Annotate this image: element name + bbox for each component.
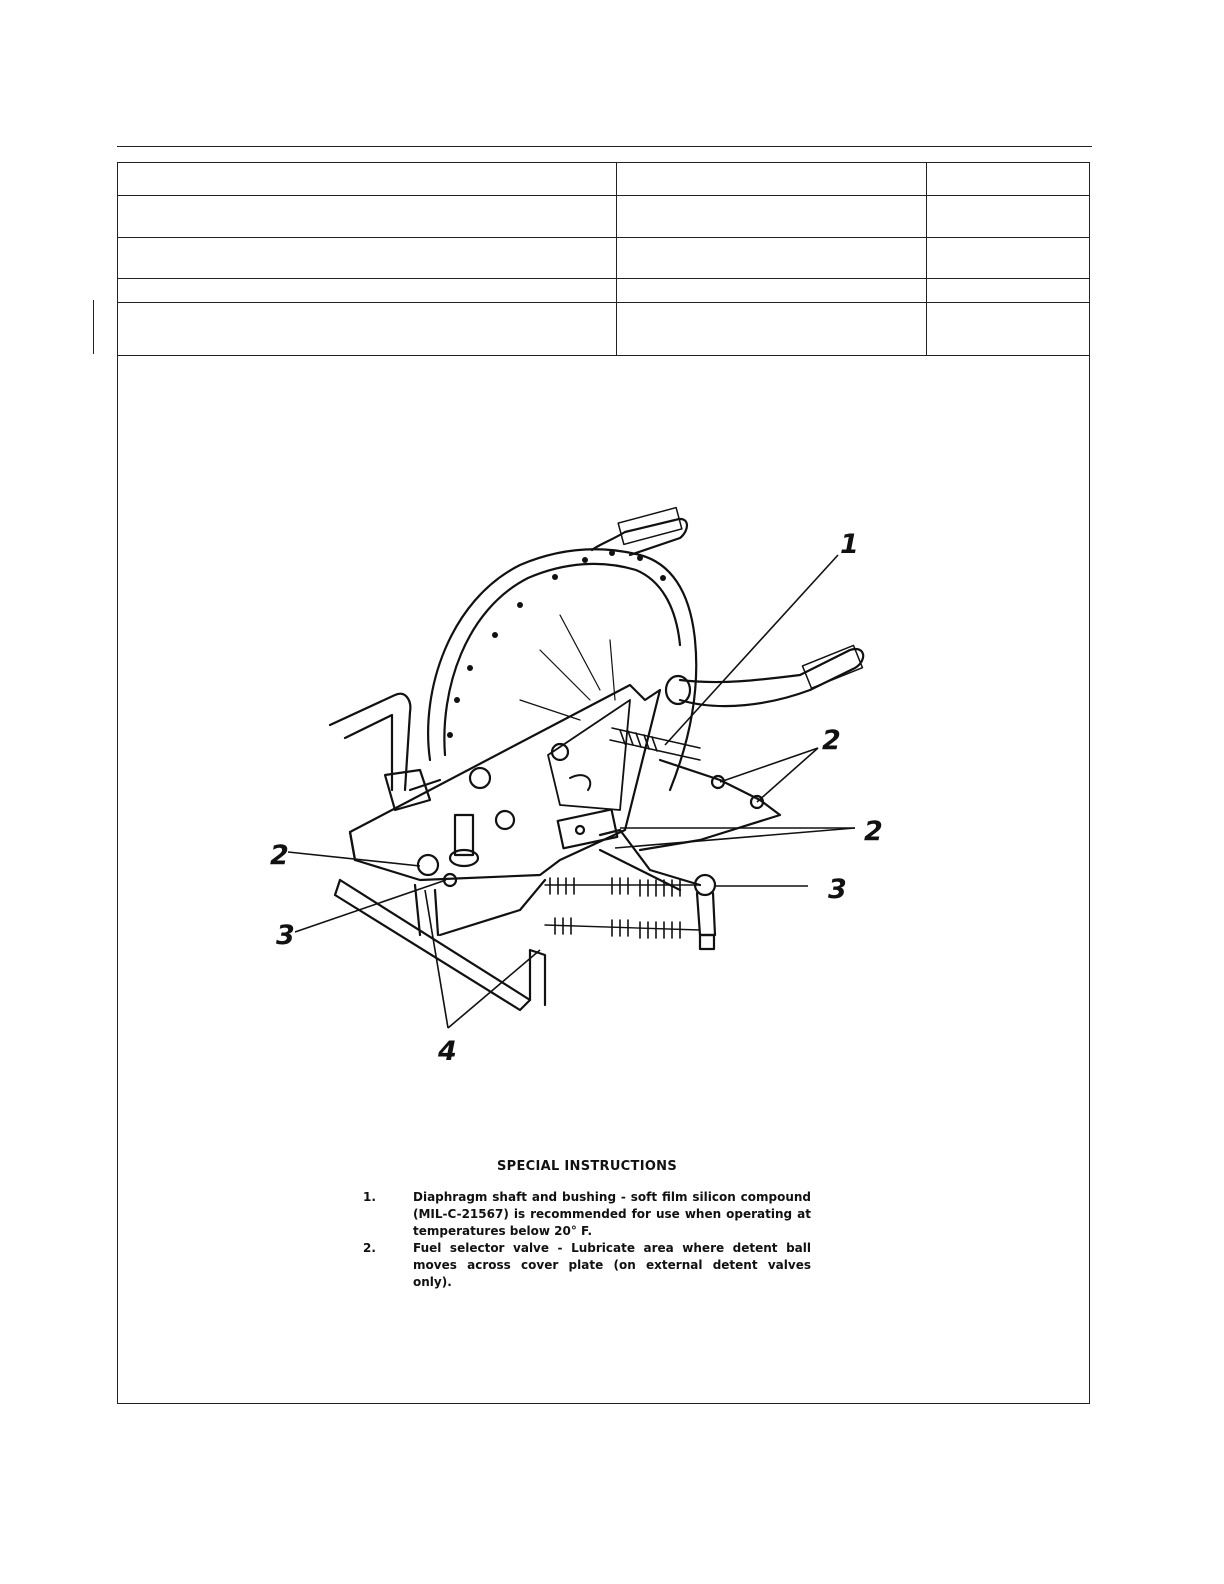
list-item	[363, 1189, 811, 1240]
table-cell	[926, 302, 1089, 355]
callout-3: 3	[828, 874, 847, 905]
item-text: Diaphragm shaft and bushing - soft film silicon compound (MIL-C-21567) is recommended for use when operating at temperatures below 20° F.	[413, 1190, 811, 1238]
callout-3: 3	[276, 920, 295, 951]
mounting-bracket	[340, 880, 545, 1005]
item-number: 1.	[363, 1190, 376, 1204]
table-cell	[118, 163, 616, 195]
list-item	[363, 1240, 811, 1291]
microswitch	[558, 809, 618, 848]
table-row	[118, 278, 1089, 302]
table-row	[118, 302, 1089, 355]
callout-4: 4	[438, 1036, 457, 1067]
cover-plate	[350, 685, 660, 880]
bolt	[496, 811, 514, 829]
top-rule	[117, 146, 1092, 147]
special-instructions-heading: SPECIAL INSTRUCTIONS	[496, 1159, 678, 1174]
change-bar	[93, 300, 94, 354]
table-row	[118, 237, 1089, 278]
table-cell	[118, 278, 616, 302]
table-cell	[926, 163, 1089, 195]
special-instructions	[363, 1158, 811, 1291]
callout-2: 2	[864, 816, 883, 847]
table-cell	[926, 278, 1089, 302]
inlet-pipe	[330, 694, 410, 790]
table-cell	[926, 237, 1089, 278]
table-cell	[616, 237, 926, 278]
table-cell	[616, 278, 926, 302]
table-cell	[118, 195, 616, 237]
item-text: Fuel selector valve - Lubricate area where detent ball moves across cover plate (on external detent valves only).	[413, 1241, 811, 1289]
item-number: 2.	[363, 1241, 376, 1255]
callout-1: 1	[840, 529, 859, 560]
fuel-selector-valve-illustration	[140, 370, 970, 1090]
table-row	[118, 163, 1089, 195]
table-cell	[118, 237, 616, 278]
table-cell	[118, 302, 616, 355]
table-cell	[616, 195, 926, 237]
leader-line-1	[665, 555, 838, 745]
housing-flange	[444, 564, 680, 755]
table-cell	[616, 163, 926, 195]
callout-2: 2	[270, 840, 289, 871]
table-row	[118, 195, 1089, 237]
bolt	[470, 768, 490, 788]
callout-2: 2	[822, 725, 841, 756]
bolt	[418, 855, 438, 875]
table-cell	[616, 302, 926, 355]
table-cell	[926, 195, 1089, 237]
header-table	[118, 163, 1089, 356]
